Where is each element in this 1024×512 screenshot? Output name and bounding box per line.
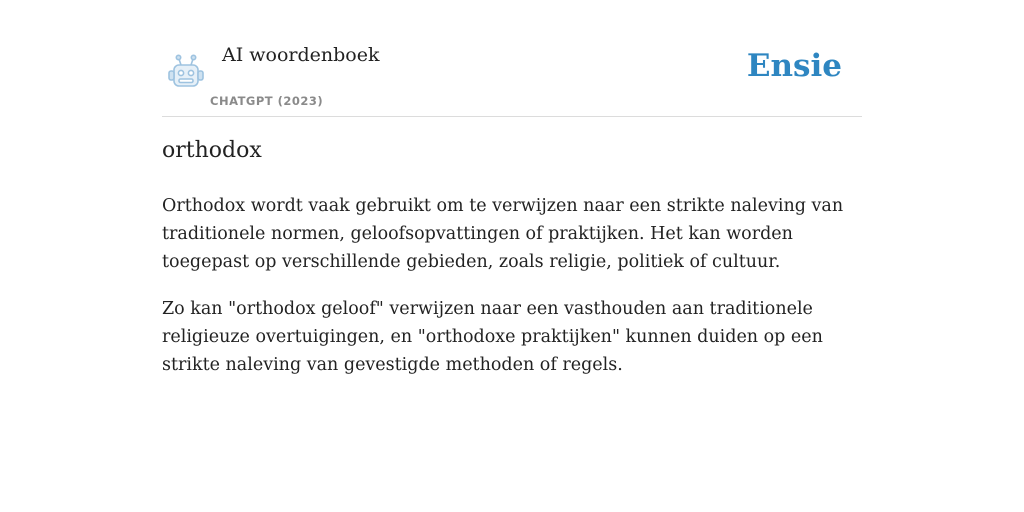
ensie-logo-link[interactable]: Ensie (746, 48, 842, 84)
app-subtitle: CHATGPT (2023) (210, 94, 324, 108)
definition-paragraph: Orthodox wordt vaak gebruikt om te verwijzen naar een strikte naleving van traditionele normen, geloofsopvattingen of praktijken. Het kan worden toegepast op verschillende gebieden, zoals religie, politiek of cultuur. (162, 196, 844, 272)
entry-term: orthodox (162, 138, 262, 163)
robot-icon (166, 52, 206, 90)
definition-paragraph: Zo kan "orthodox geloof" verwijzen naar een vasthouden aan traditionele religieuze overtuigingen, en "orthodoxe praktijken" kunnen duiden op een strikte naleving van gevestigde methoden of regels. (162, 299, 823, 375)
entry-definition (162, 192, 862, 398)
app-title: AI woordenboek (222, 44, 380, 66)
dictionary-header (162, 0, 862, 117)
